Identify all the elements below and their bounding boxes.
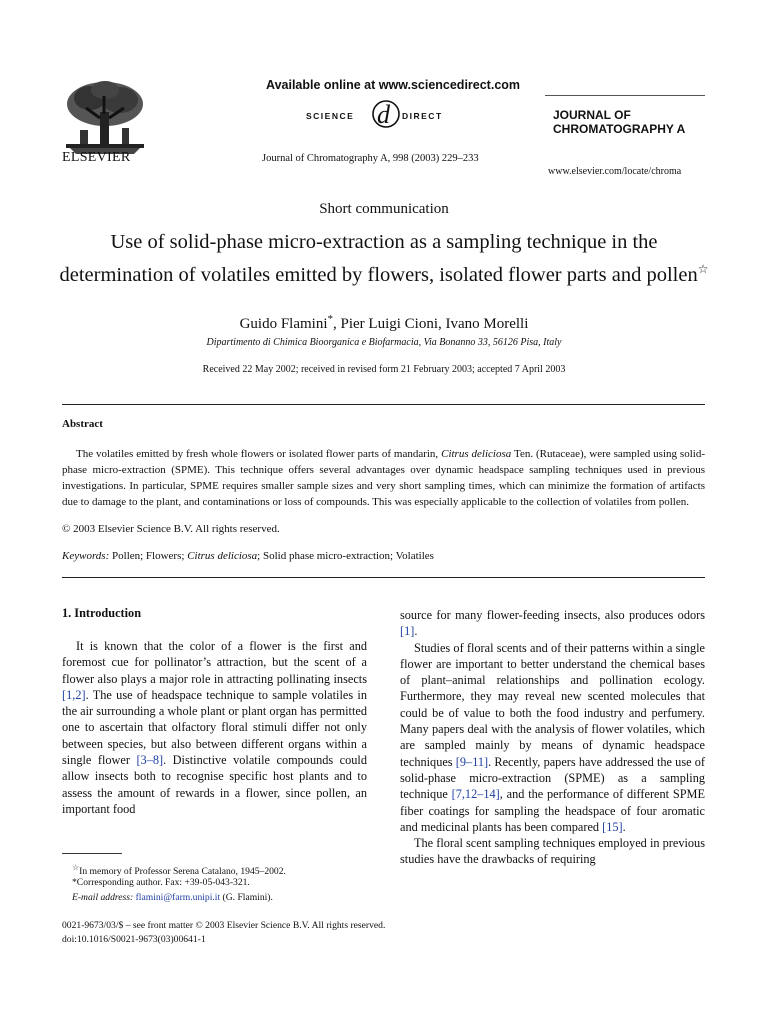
- intro-paragraph-2: [400, 640, 705, 836]
- author-flamini: Guido Flamini: [239, 316, 328, 332]
- footnote-rule: [62, 853, 122, 854]
- email-link[interactable]: flamini@farm.unipi.it: [135, 892, 221, 903]
- brand-d-glyph: d: [377, 100, 390, 129]
- article-type: Short communication: [319, 201, 449, 217]
- r1-text-b: .: [414, 624, 418, 639]
- author-list: [0, 313, 768, 333]
- email-owner: (G. Flamini).: [220, 892, 273, 903]
- sciencedirect-wordmark: [306, 96, 488, 132]
- article-dates: Received 22 May 2002; received in revised form 21 February 2003; accepted 7 April 2003: [202, 364, 566, 375]
- available-online-text: Available online at www.sciencedirect.com: [266, 78, 521, 92]
- elsevier-tree-logo: [60, 78, 150, 160]
- footnote-corresponding-text: Corresponding author. Fax: +39-05-043-321.: [76, 877, 250, 888]
- p1-text-c: . Distinctive volatile compounds could allow insects both to recognise specific host plants and to assess the amount of rewards in a flower, since pollen, an important food: [62, 753, 367, 816]
- p2-text-a: Studies of floral scents and of their patterns within a single flower are important to better understand the chemical bases of plant–animal relationships and pollination ecology. Furthermore, they may reveal new scented molecules that could be of value to both the food industry and perfumery. Many papers deal with the analysis of flower volatiles, which are sampled mainly by means of dynamic headspace techniques: [400, 640, 705, 769]
- corresponding-author-mark[interactable]: *: [327, 313, 333, 325]
- abstract-text-a: The volatiles emitted by fresh whole flowers or isolated flower parts of mandarin,: [76, 448, 442, 460]
- right-column: [400, 607, 705, 868]
- abstract-copyright: © 2003 Elsevier Science B.V. All rights reserved.: [62, 523, 280, 535]
- keywords: [62, 550, 434, 562]
- footnote-star-mark: ☆: [72, 863, 80, 872]
- p1-text-b: . The use of headspace technique to sample volatiles in the air surrounding a whole plant or plant organ has permitted one to ascertain that olfactory floral stimuli differ not only between species, but also between different organs within a single flower: [62, 687, 367, 768]
- abstract-text-b: Ten. (Rutaceae), were sampled using solid-phase micro-extraction (SPME). This technique offers several advantages over dynamic headspace sampling techniques used in previous investigations. In particular, SPME requires smaller sample sizes and very short sampling times, which can minimize the formation of artifacts due to damage to the plant, and contaminations or loss of compounds. This was especially applicable to the collection of volatiles from pollen.: [62, 448, 705, 508]
- journal-url[interactable]: www.elsevier.com/locate/chroma: [548, 166, 682, 177]
- abstract-body: [62, 446, 705, 510]
- citation-link[interactable]: [1]: [400, 624, 415, 639]
- abstract-heading: Abstract: [62, 418, 103, 430]
- footnote-email: [72, 891, 273, 905]
- journal-name: [553, 108, 685, 136]
- email-label: E-mail address:: [72, 892, 134, 903]
- citation-link[interactable]: [1,2]: [62, 687, 86, 702]
- keywords-label: Keywords:: [62, 550, 110, 562]
- keywords-part-b: ; Solid phase micro-extraction; Volatiles: [257, 550, 434, 562]
- citation-link[interactable]: [3–8]: [136, 753, 164, 768]
- brand-left-text: SCIENCE: [306, 111, 355, 121]
- footer-issn: 0021-9673/03/$ – see front matter © 2003 Elsevier Science B.V. All rights reserved.: [62, 920, 386, 931]
- left-column: [62, 638, 367, 817]
- p2-text-c: , and the performance of different SPME fiber coatings for sampling the headspace of four aromatic and medicinal plants has been compared: [400, 787, 706, 834]
- intro-paragraph-1-continued: [400, 607, 705, 640]
- page-footer: [62, 919, 385, 947]
- keywords-part-a: Pollen; Flowers;: [109, 550, 188, 562]
- citation-link[interactable]: [15]: [602, 819, 623, 834]
- intro-paragraph-3: The floral scent sampling techniques employed in previous studies have the drawbacks of requiring: [400, 836, 705, 867]
- journal-reference: Journal of Chromatography A, 998 (2003) 229–233: [262, 153, 479, 164]
- brand-right-text: DIRECT: [402, 111, 443, 121]
- intro-paragraph-1: [62, 638, 367, 817]
- p2-text-b: . Recently, papers have addressed the use of solid-phase micro-extraction (SPME) as a sampling technique: [400, 754, 705, 802]
- p2-text-d: .: [622, 819, 626, 834]
- publisher-name: ELSEVIER: [62, 150, 131, 165]
- section-heading-introduction: 1. Introduction: [62, 606, 142, 620]
- r1-text-a: source for many flower-feeding insects, also produces odors: [400, 608, 705, 622]
- citation-link[interactable]: [9–11]: [455, 754, 489, 769]
- abstract-species: Citrus deliciosa: [441, 448, 512, 460]
- journal-name-line2: CHROMATOGRAPHY A: [553, 122, 686, 136]
- article-title: [56, 229, 712, 289]
- footer-doi: doi:10.1016/S0021-9673(03)00641-1: [62, 934, 206, 945]
- keywords-species: Citrus deliciosa: [187, 550, 258, 562]
- title-star-mark[interactable]: ☆: [697, 262, 709, 276]
- footnote-dedication-text: In memory of Professor Serena Catalano, 1945–2002.: [79, 866, 286, 878]
- footnote-asterisk: *: [72, 877, 77, 888]
- journal-name-line1: JOURNAL OF: [553, 108, 631, 122]
- p1-text-a: It is known that the color of a flower is the first and foremost cue for pollinator’s attraction, but the scent of a flower also plays a major role in attracting pollinating insects: [62, 639, 367, 686]
- abstract-bottom-rule: [62, 577, 705, 578]
- citation-link[interactable]: [7,12–14]: [451, 787, 500, 802]
- article-title-text: Use of solid-phase micro-extraction as a sampling technique in the determination of volatiles emitted by flowers, isolated flower parts and pollen: [59, 231, 698, 286]
- abstract-top-rule: [62, 404, 705, 405]
- affiliation: Dipartimento di Chimica Bioorganica e Biofarmacia, Via Bonanno 33, 56126 Pisa, Italy: [206, 337, 562, 348]
- author-others: , Pier Luigi Cioni, Ivano Morelli: [333, 316, 529, 332]
- footnote-corresponding: [72, 876, 250, 890]
